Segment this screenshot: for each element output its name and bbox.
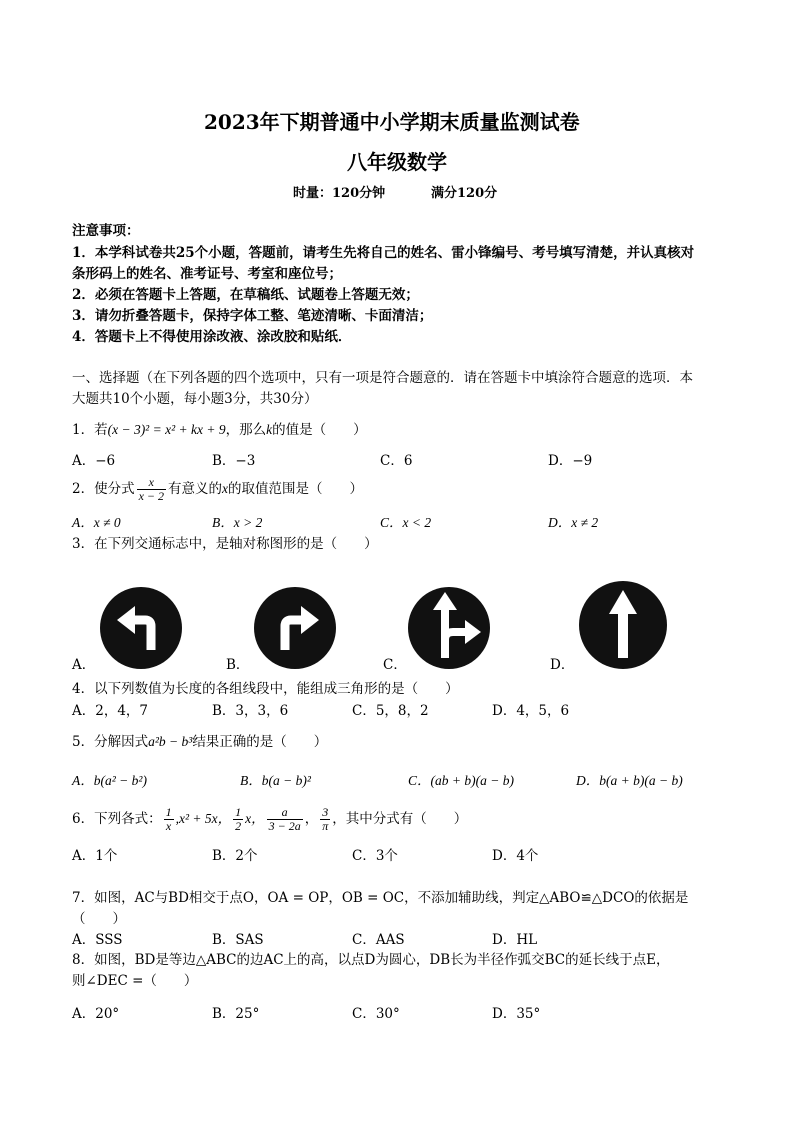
q6-fraction-3 bbox=[267, 806, 303, 833]
q7-option-d: D．HL bbox=[492, 932, 538, 948]
question-1 bbox=[72, 421, 367, 439]
q8-option-c: C．30° bbox=[352, 1006, 400, 1022]
q5-post: 结果正确的是（ ） bbox=[192, 734, 328, 750]
q4-option-c: C．5，8，2 bbox=[352, 703, 429, 719]
q6-f4-num: 3 bbox=[320, 806, 330, 820]
time-limit: 时量：120分钟 bbox=[293, 186, 386, 201]
q1-pre: 1．若 bbox=[72, 422, 108, 438]
q8-option-d: D．35° bbox=[492, 1006, 541, 1022]
q5-option-c: C．(ab + b)(a − b) bbox=[408, 773, 514, 788]
q1-option-d: D．−9 bbox=[548, 453, 593, 469]
q1-mid: ，那么 bbox=[225, 422, 267, 438]
q2-option-a: A．x ≠ 0 bbox=[72, 515, 121, 530]
q5-pre: 5．分解因式 bbox=[72, 734, 149, 750]
q6-post: ，其中分式有（ ） bbox=[332, 811, 468, 827]
q2-option-b: B．x > 2 bbox=[212, 515, 263, 530]
q4-option-d: D．4，5，6 bbox=[492, 703, 570, 719]
q2-option-d: D．x ≠ 2 bbox=[548, 515, 599, 530]
q6-f4-den: π bbox=[322, 819, 329, 833]
q5-expression: a²b − b³ bbox=[148, 734, 193, 749]
q6-fraction-1 bbox=[164, 806, 174, 833]
q6-f2-den: 2 bbox=[235, 819, 242, 833]
q1-post: 的值是（ ） bbox=[272, 422, 367, 438]
q2-var: x bbox=[222, 481, 229, 496]
q6-term-3: ， bbox=[304, 811, 319, 827]
q6-f3-den: 3 − 2a bbox=[268, 819, 301, 833]
q2-mid: 有意义的 bbox=[168, 481, 223, 497]
q5-option-b: B．b(a − b)² bbox=[240, 773, 311, 788]
section-heading: 一、选择题（在下列各题的四个选项中，只有一项是符合题意的．请在答题卡中填涂符合题意的选项．本 bbox=[72, 370, 693, 386]
note-line: 4．答题卡上不得使用涂改液、涂改胶和贴纸． bbox=[72, 329, 352, 345]
question-2 bbox=[72, 476, 363, 503]
q4-option-a: A．2，4，7 bbox=[72, 703, 149, 719]
q1-equation: (x − 3)² = x² + kx + 9 bbox=[107, 422, 226, 437]
q6-fraction-4 bbox=[320, 806, 330, 833]
straight-ahead-sign-icon bbox=[578, 580, 668, 670]
q2-fraction bbox=[137, 476, 166, 503]
q2-numerator: x bbox=[137, 476, 166, 490]
q2-pre: 2．使分式 bbox=[72, 481, 135, 497]
q3-label-b: B． bbox=[226, 657, 250, 673]
q1-option-c: C．6 bbox=[380, 453, 413, 469]
q6-f1-den: x bbox=[165, 819, 172, 833]
straight-or-right-sign-icon bbox=[407, 586, 491, 670]
question-3: 3．在下列交通标志中，是轴对称图形的是（ ） bbox=[72, 536, 378, 552]
q1-option-a: A．−6 bbox=[72, 453, 116, 469]
q6-f2-num: 1 bbox=[235, 805, 242, 819]
q6-f3-num: a bbox=[267, 806, 303, 820]
q2-denominator: x − 2 bbox=[138, 489, 165, 503]
q6-option-a: A．1个 bbox=[72, 848, 118, 864]
full-score: 满分120分 bbox=[431, 186, 498, 201]
q6-term-1: ,x² + 5x， bbox=[175, 811, 232, 826]
note-line: 3．请勿折叠答题卡，保持字体工整、笔迹清晰、卡面清洁； bbox=[72, 308, 433, 324]
note-line: 2．必须在答题卡上答题，在草稿纸、试题卷上答题无效； bbox=[72, 287, 419, 303]
question-4: 4．以下列数值为长度的各组线段中，能组成三角形的是（ ） bbox=[72, 681, 459, 697]
turn-right-sign-icon bbox=[253, 586, 337, 670]
exam-title: 2023年下期普通中小学期末质量监测试卷 bbox=[204, 110, 580, 134]
question-5 bbox=[72, 733, 327, 751]
q6-fraction-2 bbox=[233, 806, 243, 833]
question-8: 8．如图，BD是等边△ABC的边AC上的高，以点D为圆心，DB长为半径作弧交BC的延长线于点E， bbox=[72, 952, 670, 968]
q8-option-b: B．25° bbox=[212, 1006, 260, 1022]
notes-heading: 注意事项： bbox=[72, 223, 140, 239]
note-line: 条形码上的姓名、准考证号、考室和座位号； bbox=[72, 266, 342, 282]
q5-option-a: A．b(a² − b²) bbox=[72, 773, 147, 788]
subject-title: 八年级数学 bbox=[347, 150, 447, 174]
q6-option-b: B．2个 bbox=[212, 848, 258, 864]
q6-option-c: C．3个 bbox=[352, 848, 398, 864]
q3-label-d: D． bbox=[550, 657, 575, 673]
q7-option-b: B．SAS bbox=[212, 932, 264, 948]
q5-option-d: D．b(a + b)(a − b) bbox=[576, 773, 683, 788]
q4-option-b: B．3，3，6 bbox=[212, 703, 289, 719]
note-line: 1．本学科试卷共25个小题，答题前，请考生先将自己的姓名、雷小锋编号、考号填写清楚，并认真核对 bbox=[72, 245, 695, 261]
q2-post: 的取值范围是（ ） bbox=[228, 481, 364, 497]
q6-option-d: D．4个 bbox=[492, 848, 539, 864]
q6-term-2: x， bbox=[245, 811, 265, 826]
q7-option-c: C．AAS bbox=[352, 932, 405, 948]
q2-option-c: C．x < 2 bbox=[380, 515, 432, 530]
question-6 bbox=[72, 806, 467, 833]
section-heading-cont: 大题共10个小题，每小题3分，共30分） bbox=[72, 391, 318, 407]
question-8-cont: 则∠DEC =（ ） bbox=[72, 973, 198, 989]
q6-pre: 6．下列各式： bbox=[72, 811, 162, 827]
q1-var: k bbox=[266, 422, 273, 437]
turn-left-sign-icon bbox=[99, 586, 183, 670]
q3-label-c: C． bbox=[383, 657, 407, 673]
q8-option-a: A．20° bbox=[72, 1006, 120, 1022]
q1-option-b: B．−3 bbox=[212, 453, 256, 469]
question-7-cont: （ ） bbox=[72, 911, 126, 927]
q6-f1-num: 1 bbox=[165, 805, 172, 819]
question-7: 7．如图，AC与BD相交于点O，OA = OP，OB = OC，不添加辅助线，判定△ABO≌△DCO的依据是 bbox=[72, 890, 689, 906]
q7-option-a: A．SSS bbox=[72, 932, 123, 948]
q3-label-a: A． bbox=[72, 657, 96, 673]
